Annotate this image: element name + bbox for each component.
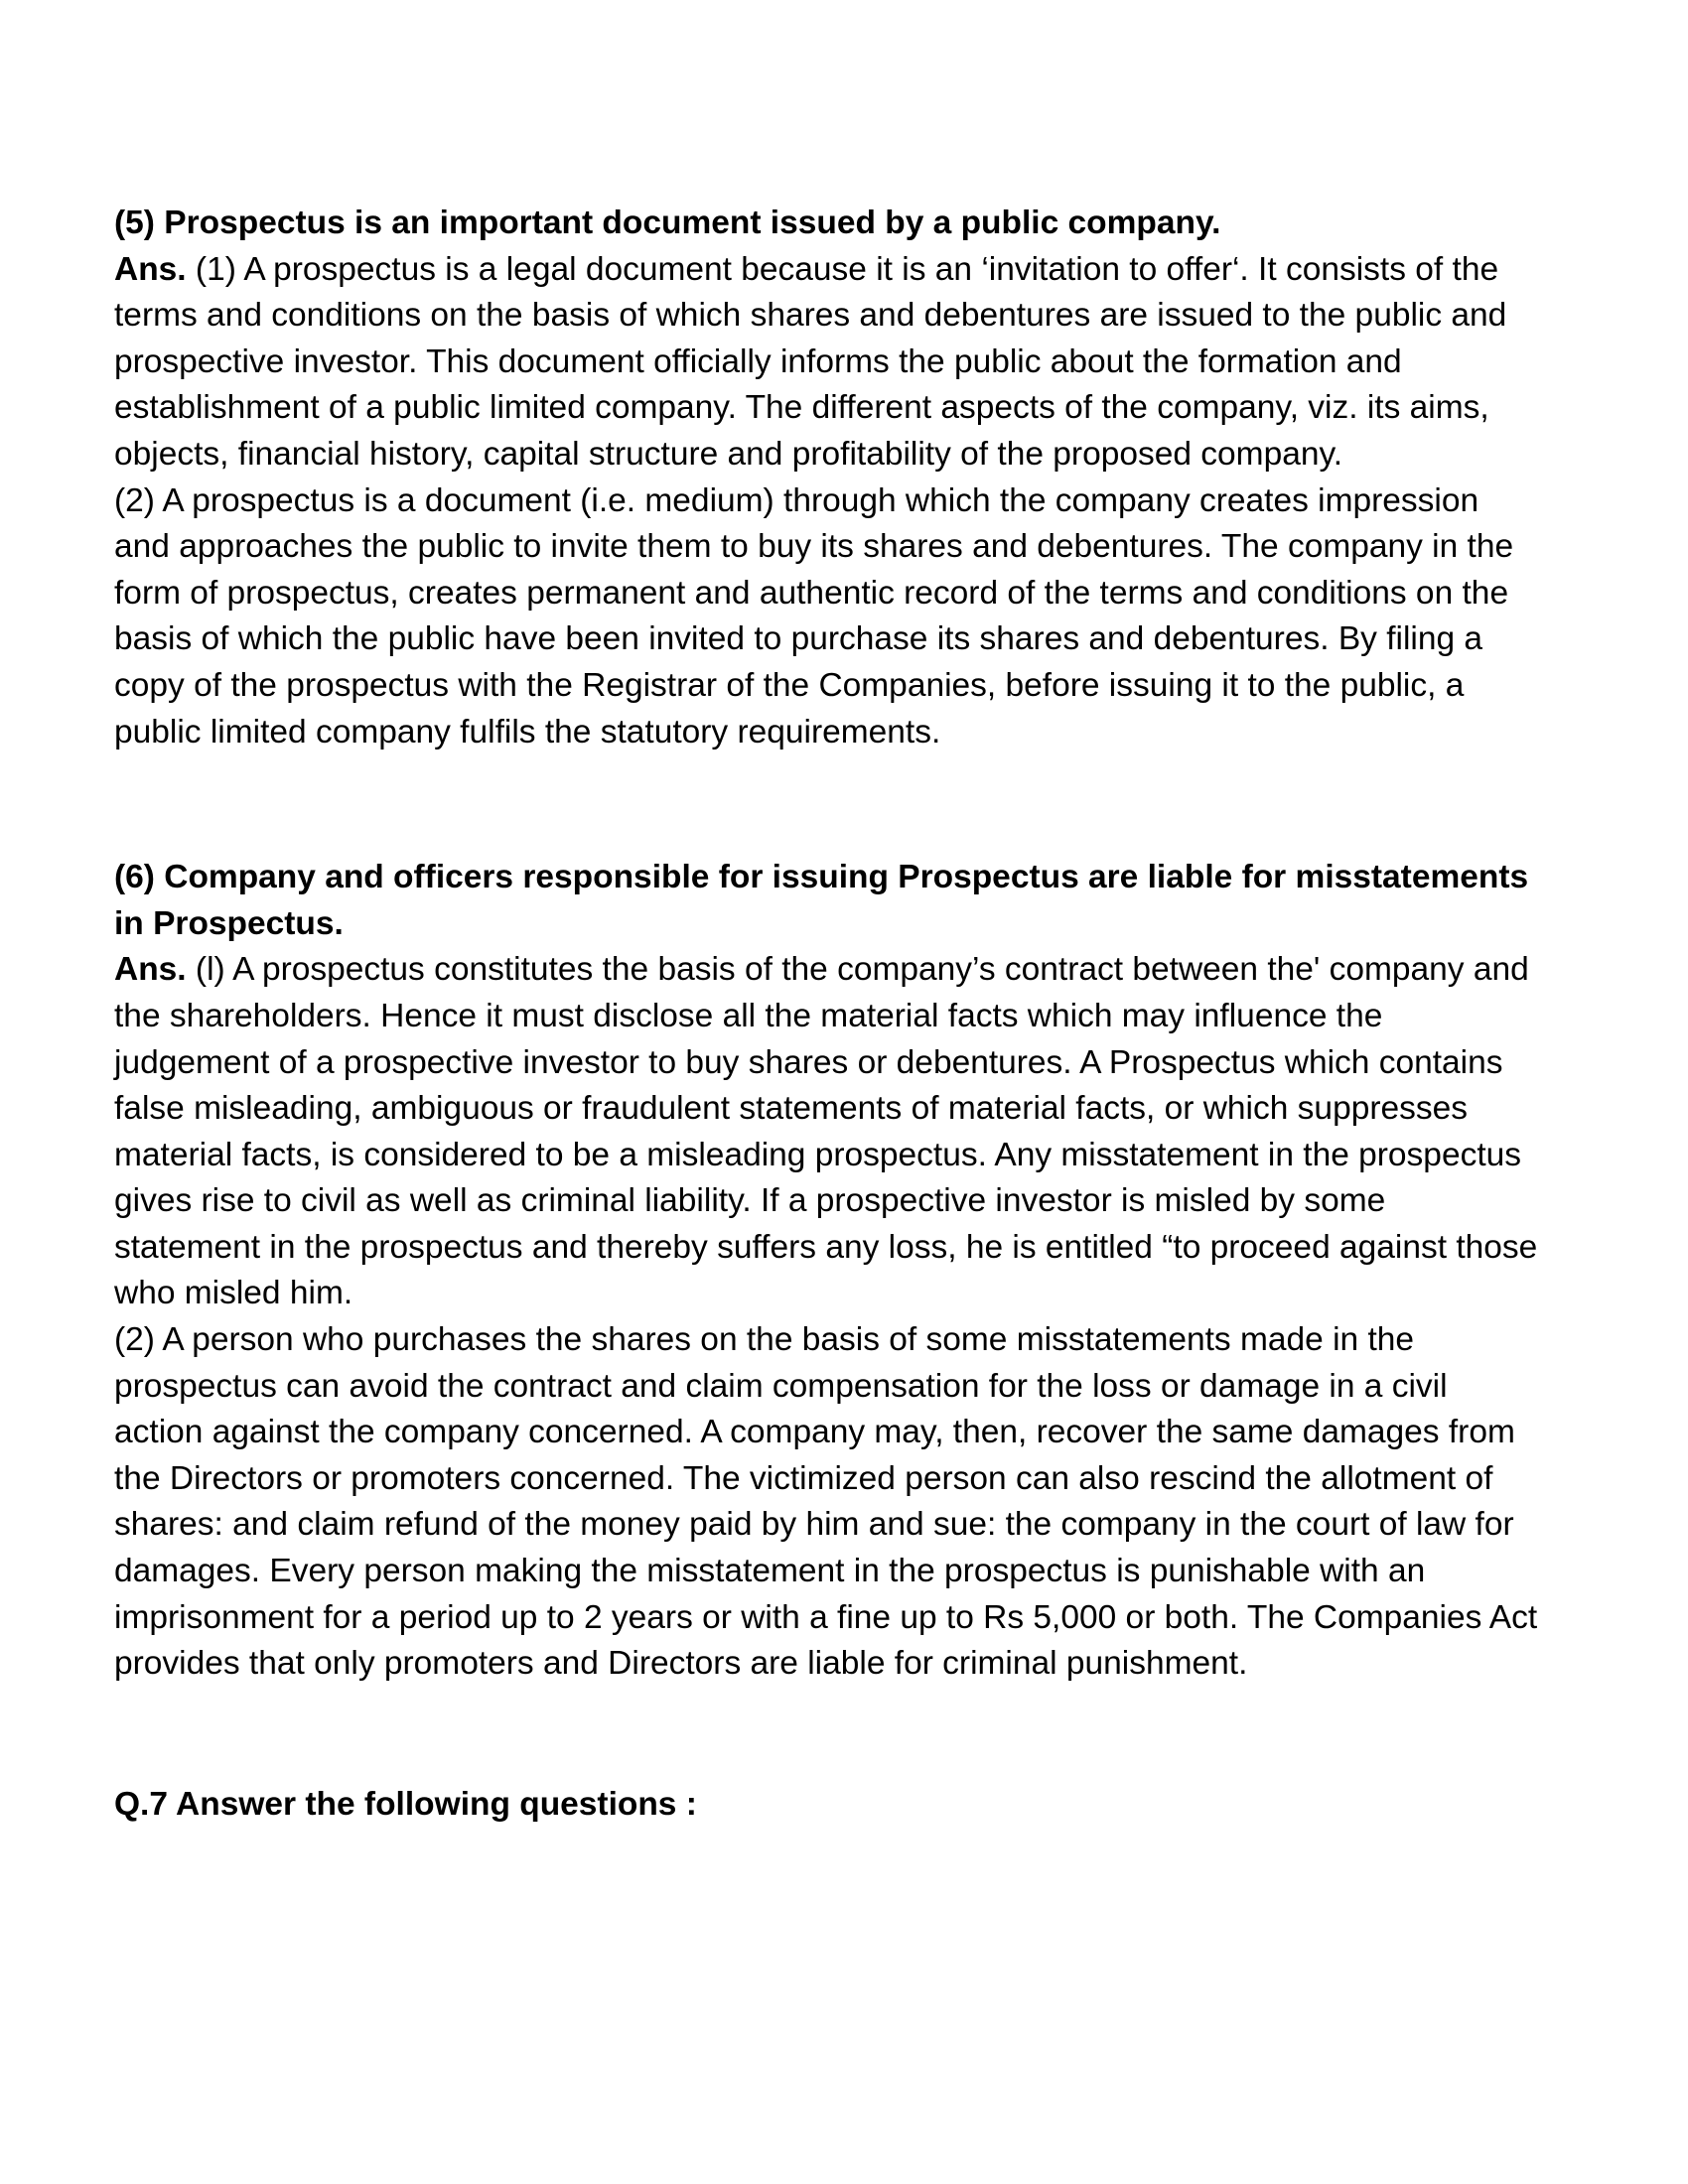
question-6-section <box>114 855 1539 1688</box>
answer-6-label: Ans. <box>114 951 187 989</box>
question-5-section <box>114 201 1539 755</box>
answer-6-paragraph-2: (2) A person who purchases the shares on the basis of some misstatements made in the prospectus can avoid the contract and claim compensation for the loss or damage in a civil action against the company concerned. A company may, then, recover the same damages from the Directors or promoters concerned. The victimized person can also rescind the allotment of shares: and claim refund of the money paid by him and sue: the company in the court of law for damages. Every person making the misstatement in the prospectus is punishable with an imprisonment for a period up to 2 years or with a fine up to Rs 5,000 or both. The Companies Act provides that only promoters and Directors are liable for criminal punishment. <box>114 1321 1538 1683</box>
answer-6-text-1: (l) A prospectus constitutes the basis of the company’s contract between the' company and the shareholders. Hence it must disclose all the material facts which may influence the judgement of a prospective investor to buy shares or debentures. A Prospectus which contains false misleading, ambiguous or fraudulent statements of material facts, or which suppresses material facts, is considered to be a misleading prospectus. Any misstatement in the prospectus gives rise to civil as well as criminal liability. If a prospective investor is misled by some statement in the prospectus and thereby suffers any loss, he is entitled “to proceed against those who misled him. <box>114 951 1538 1312</box>
question-7-heading: Q.7 Answer the following questions : <box>114 1785 697 1823</box>
question-5-heading: (5) Prospectus is an important document issued by a public company. <box>114 205 1221 241</box>
answer-6-paragraph-1 <box>114 947 1539 1317</box>
question-6-heading: (6) Company and officers responsible for issuing Prospectus are liable for misstatements in Prospectus. <box>114 859 1529 942</box>
answer-5-text-1: (1) A prospectus is a legal document because it is an ‘invitation to offer‘. It consists of the terms and conditions on the basis of which shares and debentures are issued to the public and prospective investor. This document officially informs the public about the formation and establishment of a public limited company. The different aspects of the company, viz. its aims, objects, financial history, capital structure and profitability of the proposed company. <box>114 250 1507 473</box>
answer-5-paragraph-1 <box>114 247 1539 478</box>
answer-5-label: Ans. <box>114 250 187 288</box>
answer-5-paragraph-2: (2) A prospectus is a document (i.e. medium) through which the company creates impression and approaches the public to invite them to buy its shares and debentures. The company in the form of prospectus, creates permanent and authentic record of the terms and conditions on the basis of which the public have been invited to purchase its shares and debentures. By filing a copy of the prospectus with the Registrar of the Companies, before issuing it to the public, a public limited company fulfils the statutory requirements. <box>114 481 1514 751</box>
